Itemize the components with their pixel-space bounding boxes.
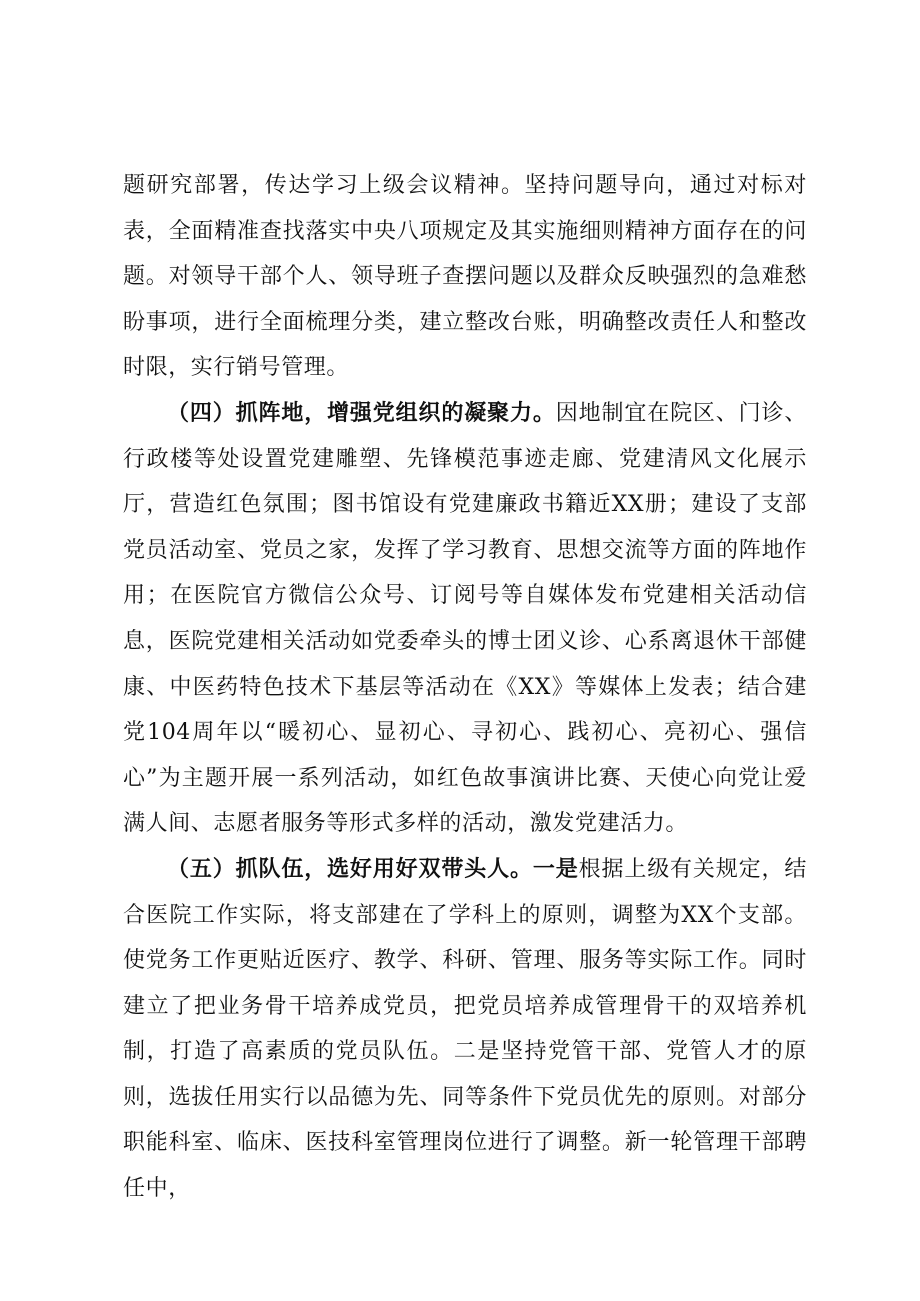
paragraph-section-five — [123, 847, 807, 1212]
paragraph-text: 题研究部署，传达学习上级会议精神。坚持问题导向，通过对标对表，全面精准查找落实中央八项规定及其实施细则精神方面存在的问题。对领导干部个人、领导班子查摆问题以及群众反映强烈的急难愁盼事项，进行全面梳理分类，建立整改台账，明确整改责任人和整改时限，实行销号管理。 — [123, 173, 807, 381]
paragraph-continuation — [123, 163, 807, 391]
document-body — [123, 163, 807, 1212]
paragraph-text: 根据上级有关规定，结合医院工作实际，将支部建在了学科上的原则，调整为XX个支部。使党务工作更贴近医疗、教学、科研、管理、服务等实际工作。同时建立了把业务骨干培养成党员，把党员培养成管理骨干的双培养机制，打造了高素质的党员队伍。二是坚持党管干部、党管人才的原则，选拔任用实行以品德为先、同等条件下党员优先的原则。对部分职能科室、临床、医技科室管理岗位进行了调整。新一轮管理干部聘任中， — [123, 856, 807, 1202]
lead-phrase: 一是 — [532, 855, 579, 882]
section-heading-five: （五）抓队伍，选好用好双带头人。 — [167, 855, 533, 882]
paragraph-section-four — [123, 391, 807, 847]
paragraph-text: 因地制宜在院区、门诊、行政楼等处设置党建雕塑、先锋模范事迹走廊、党建清风文化展示厅，营造红色氛围；图书馆设有党建廉政书籍近XX册；建设了支部党员活动室、党员之家，发挥了学习教育、思想交流等方面的阵地作用；在医院官方微信公众号、订阅号等自媒体发布党建相关活动信息，医院党建相关活动如党委牵头的博士团义诊、心系离退休干部健康、中医药特色技术下基层等活动在《XX》等媒体上发表；结合建党104周年以“暖初心、显初心、寻初心、践初心、亮初心、强信心”为主题开展一系列活动，如红色故事演讲比赛、天使心向党让爱满人间、志愿者服务等形式多样的活动，激发党建活力。 — [123, 400, 807, 837]
section-heading-four: （四）抓阵地，增强党组织的凝聚力。 — [167, 399, 556, 426]
